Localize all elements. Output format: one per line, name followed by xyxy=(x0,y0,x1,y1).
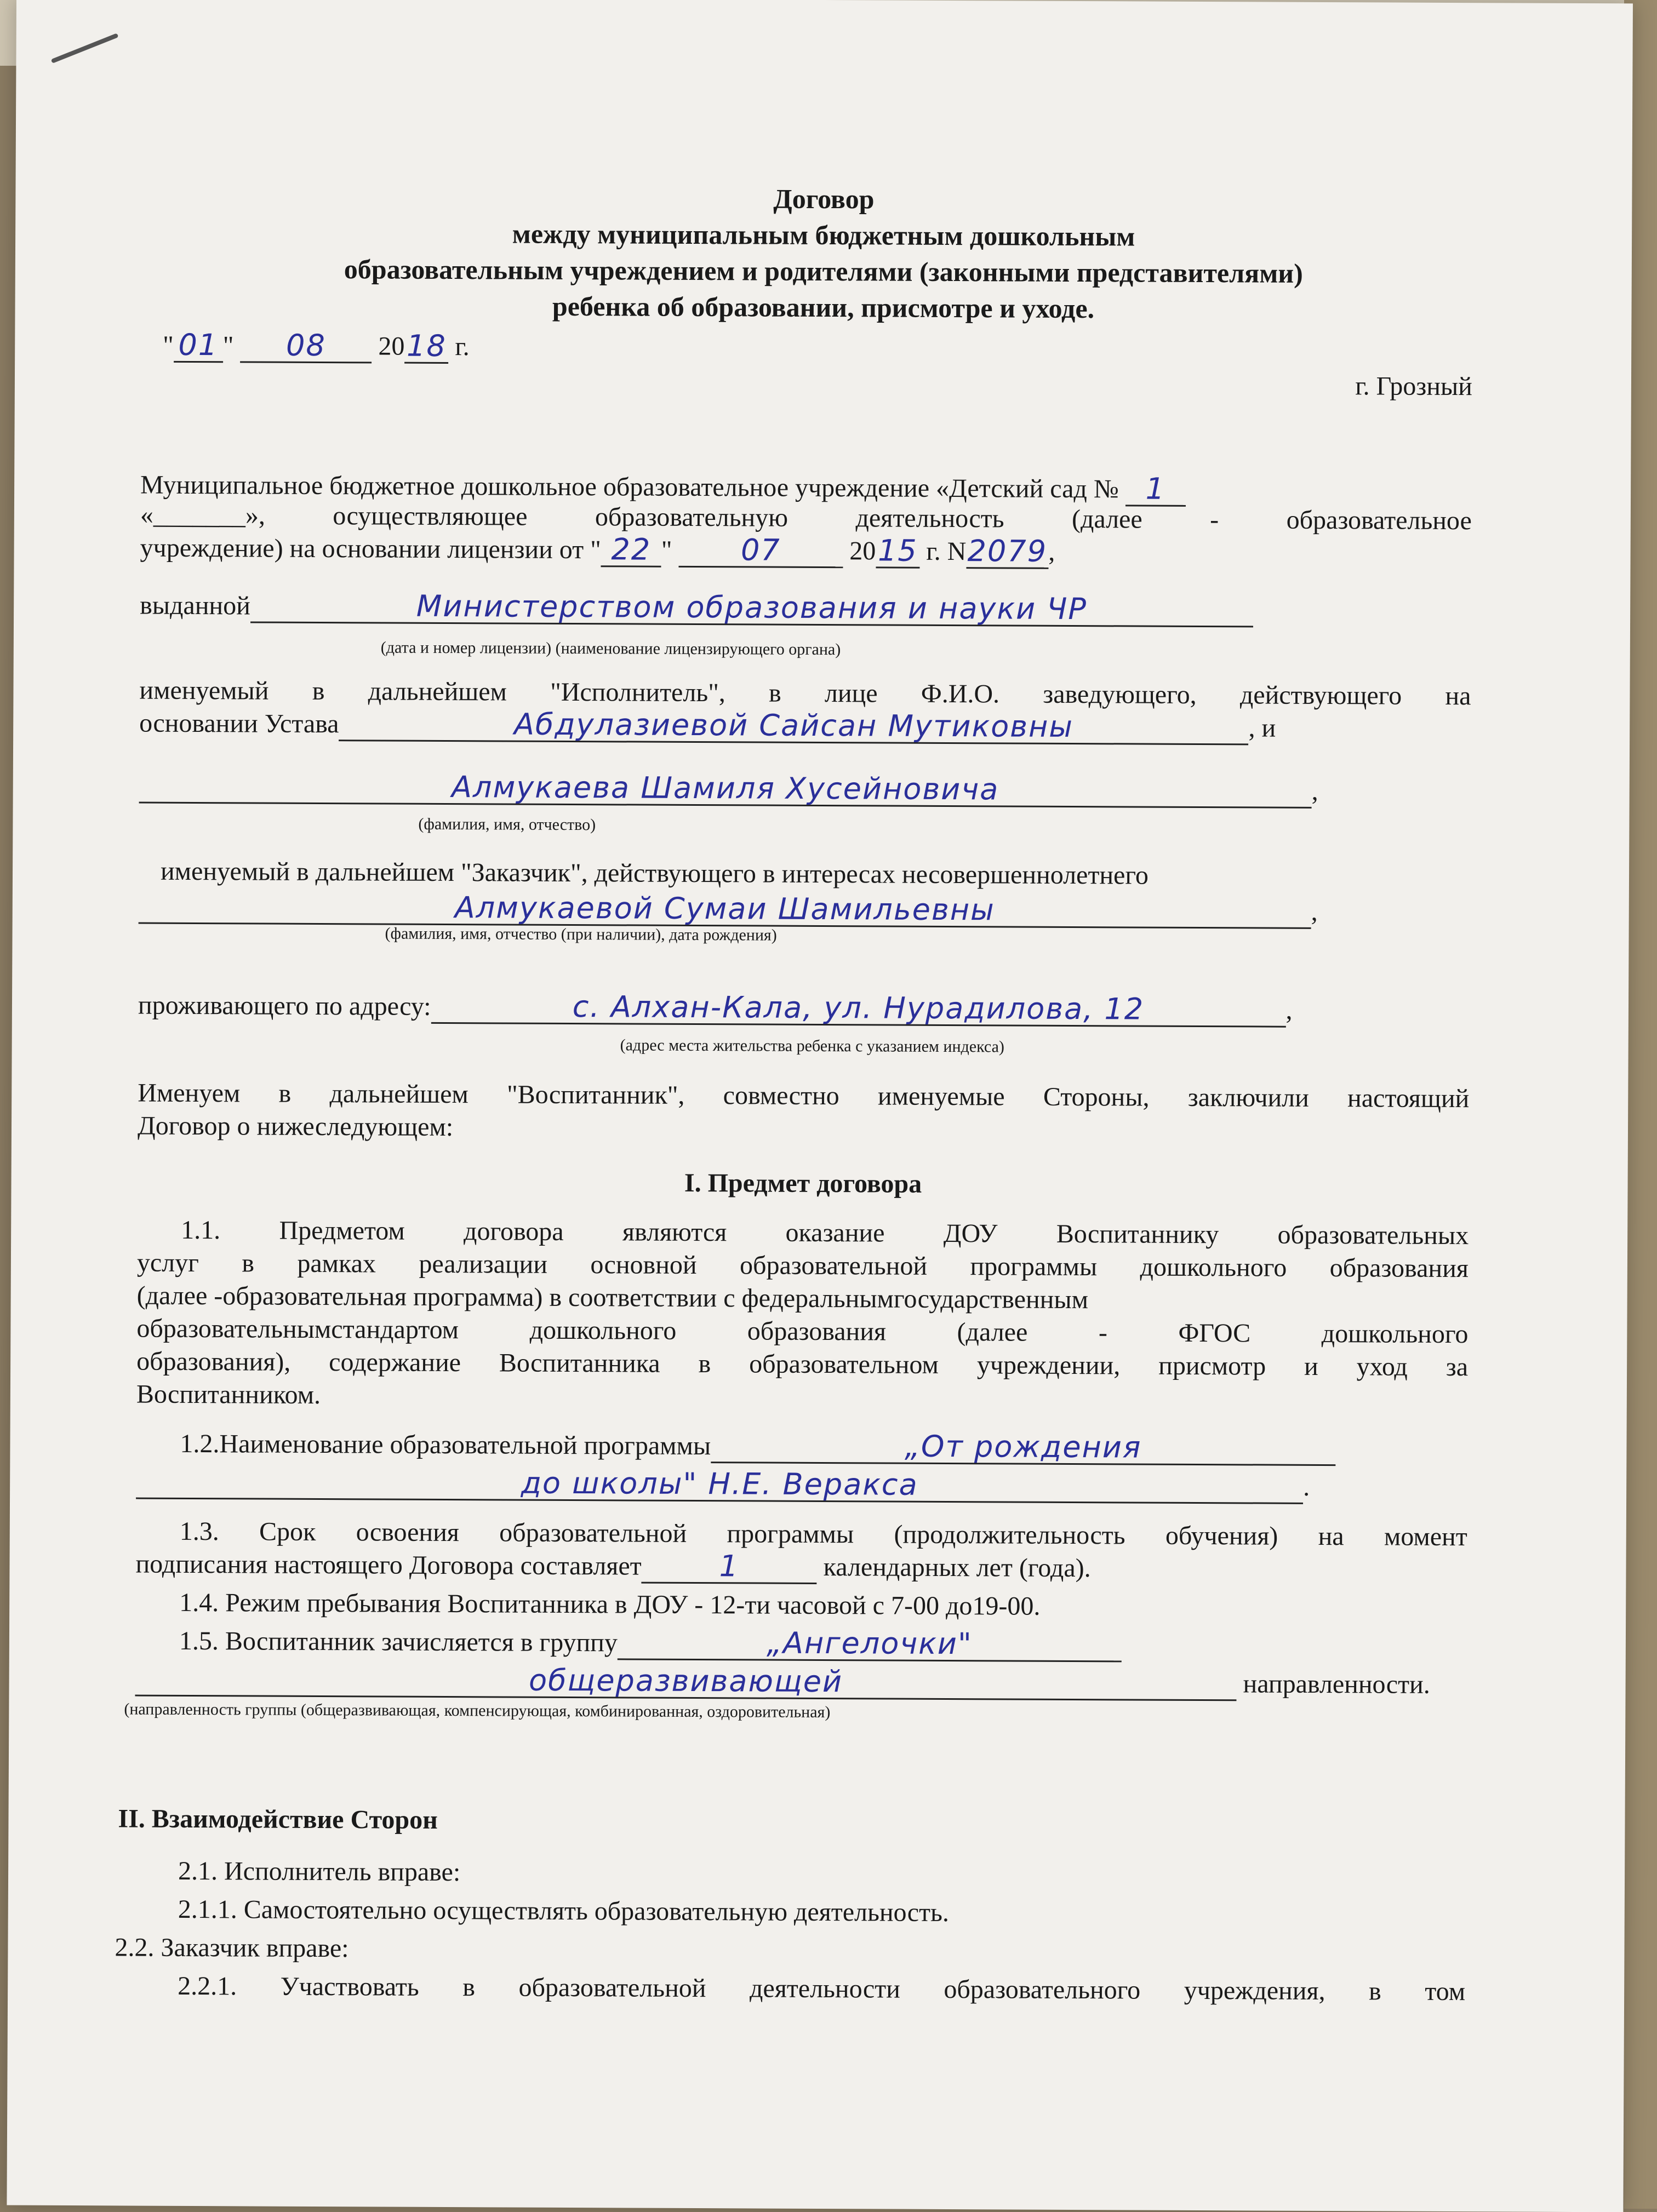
customer-name: Алмукаева Шамиля Хусейновича xyxy=(139,770,1312,809)
customer-line: Алмукаева Шамиля Хусейновича , xyxy=(139,770,1471,810)
issuing-authority: Министерством образования и науки ЧР xyxy=(250,589,1253,627)
contract-page xyxy=(7,0,1633,2212)
head-name: Абдулазиевой Сайсан Мутиковны xyxy=(339,708,1248,745)
intro-line-1: Муниципальное бюджетное дошкольное образовательное учреждение «Детский сад № 1 xyxy=(140,468,1472,508)
child-address: с. Алхан-Кала, ул. Нурадилова, 12 xyxy=(431,990,1285,1028)
executor-line-1: именуемый в дальнейшем "Исполнитель", в лице Ф.И.О. заведующего, действующего на xyxy=(139,675,1471,711)
executor-line-2: основании Устава Абдулазиевой Сайсан Мутиковны , и xyxy=(139,707,1471,747)
clause-1-5-line-1: 1.5. Воспитанник зачисляется в группу „Ангелочки" xyxy=(135,1624,1467,1664)
license-caption: (дата и номер лицензии) (наименование лицензирующего органа) xyxy=(380,638,841,659)
clause-1-2-line-2: до школы" Н.Е. Веракса . xyxy=(136,1465,1467,1505)
license-number: 2079 xyxy=(966,535,1048,569)
clause-1-2-line-1: 1.2.Наименование образовательной программы „От рождения xyxy=(136,1427,1467,1467)
clause-2-2: 2.2. Заказчик вправе: xyxy=(115,1933,349,1963)
customer-role-line: именуемый в дальнейшем "Заказчик", действующего в интересах несовершеннолетнего xyxy=(160,856,1149,890)
title-line-4: ребенка об образовании, присмотре и уходе. xyxy=(552,290,1095,324)
pupil-line-2: Договор о нижеследующем: xyxy=(137,1111,454,1142)
date-year: 18 xyxy=(404,330,448,364)
staple-mark xyxy=(51,33,119,64)
issued-line: выданной Министерством образования и науки ЧР xyxy=(140,589,1471,629)
city: г. Грозный xyxy=(1355,371,1473,402)
group-focus: общеразвивающей xyxy=(135,1663,1236,1701)
clause-2-1-1: 2.1.1. Самостоятельно осуществлять образовательную деятельность. xyxy=(178,1894,950,1928)
title-line-1: Договор xyxy=(773,183,875,215)
section-1-heading: I. Предмет договора xyxy=(684,1168,922,1199)
clause-1-1-line-2: услуг в рамках реализации основной образовательной программы дошкольного образования xyxy=(136,1248,1469,1283)
clause-1-1-line-1: 1.1. Предметом договора являются оказание ДОУ Воспитаннику образовательных xyxy=(181,1215,1469,1251)
group-name: „Ангелочки" xyxy=(618,1626,1122,1662)
section-2-heading: II. Взаимодействие Сторон xyxy=(118,1804,438,1835)
intro-line-3: учреждение) на основании лицензии от " 22 " 07 2015 г. N2079, xyxy=(140,532,1055,569)
pupil-line-1: Именуем в дальнейшем "Воспитанник", совместно именуемые Стороны, заключили настоящий xyxy=(138,1078,1470,1114)
license-year: 15 xyxy=(876,535,919,568)
program-name-part-1: „От рождения xyxy=(711,1430,1335,1466)
address-caption: (адрес места жительства ребенка с указанием индекса) xyxy=(620,1036,1005,1056)
clause-1-4: 1.4. Режим пребывания Воспитанника в ДОУ - 12-ти часовой с 7-00 до19-00. xyxy=(179,1588,1041,1621)
date-month: 08 xyxy=(240,329,372,363)
clause-1-1-line-4: образовательнымстандартом дошкольного образования (далее - ФГОС дошкольного xyxy=(136,1314,1469,1349)
title-line-3: образовательным учреждением и родителями (законными представителями) xyxy=(344,254,1303,289)
kindergarten-number: 1 xyxy=(1125,473,1186,506)
clause-1-3-line-1: 1.3. Срок освоения образовательной программы (продолжительность обучения) на момент xyxy=(179,1516,1467,1552)
license-month: 07 xyxy=(678,534,843,568)
customer-name-caption: (фамилия, имя, отчество) xyxy=(418,815,596,834)
contract-title xyxy=(179,178,1467,328)
clause-1-1-line-3: (далее -образовательная программа) в соответствии с федеральнымгосударственным xyxy=(136,1281,1089,1315)
child-name: Алмукаевой Сумаи Шамильевны xyxy=(139,891,1311,929)
address-line: проживающего по адресу: с. Алхан-Кала, ул. Нурадилова, 12 , xyxy=(138,989,1470,1029)
license-day: 22 xyxy=(601,534,661,567)
intro-line-2: «_______», осуществляющее образовательную деятельность (далее - образовательное xyxy=(140,500,1472,536)
date-line: " 01 " 08 2018 г. xyxy=(163,327,470,363)
clause-1-1-line-6: Воспитанником. xyxy=(136,1379,321,1410)
child-caption: (фамилия, имя, отчество (при наличии), дата рождения) xyxy=(385,924,777,944)
child-line: Алмукаевой Сумаи Шамильевны , xyxy=(139,890,1470,930)
group-focus-caption: (направленность группы (общеразвивающая, компенсирующая, комбинированная, оздоровительная) xyxy=(124,1700,831,1722)
clause-1-3-line-2: подписания настоящего Договора составляет 1 календарных лет (года). xyxy=(135,1549,1091,1584)
clause-1-5-line-2: общеразвивающей направленности. xyxy=(135,1663,1466,1703)
clause-2-1: 2.1. Исполнитель вправе: xyxy=(178,1856,461,1887)
program-name-part-2: до школы" Н.Е. Веракса xyxy=(136,1466,1303,1504)
clause-1-1-line-5: образования), содержание Воспитанника в образовательном учреждении, присмотр и уход за xyxy=(136,1346,1469,1382)
title-line-2: между муниципальным бюджетным дошкольным xyxy=(512,218,1135,252)
clause-2-2-1: 2.2.1. Участвовать в образовательной деятельности образовательного учреждения, в том xyxy=(178,1971,1466,2007)
date-day: 01 xyxy=(174,329,223,363)
term-years: 1 xyxy=(642,1550,817,1584)
